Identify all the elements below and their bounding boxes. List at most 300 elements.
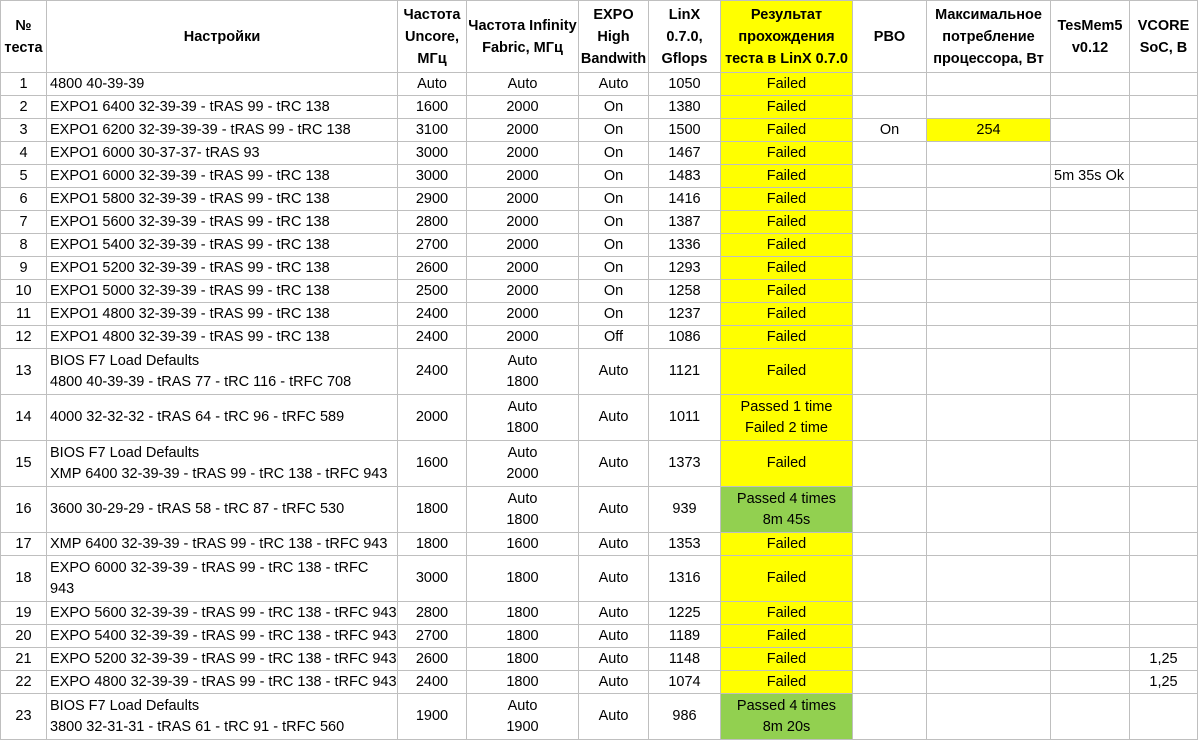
- cell-result-text: Failed: [766, 167, 807, 184]
- cell-tesmem: [1051, 142, 1130, 165]
- cell-settings: [47, 395, 398, 441]
- header-uncore: Частота Uncore, МГц: [398, 1, 467, 73]
- cell-linx: [649, 395, 721, 441]
- cell-uncore-text: 3000: [415, 570, 449, 586]
- cell-expo: [579, 303, 649, 326]
- cell-result-text: Failed: [766, 190, 807, 207]
- cell-power: [927, 119, 1051, 142]
- cell-fabric-text: 1800: [506, 604, 539, 621]
- cell-expo: [579, 441, 649, 487]
- cell-result: [721, 648, 853, 671]
- cell-power: [927, 625, 1051, 648]
- cell-num: [1, 280, 47, 303]
- cell-fabric: [467, 73, 579, 96]
- cell-expo-text: Auto: [598, 363, 629, 379]
- cell-fabric-text: 1800: [506, 373, 539, 390]
- cell-settings: [47, 211, 398, 234]
- cell-result: [721, 234, 853, 257]
- cell-settings-text: EXPO 5400 32-39-39 - tRAS 99 - tRC 138 - tRFC 943: [50, 627, 397, 644]
- cell-fabric-text: 2000: [506, 328, 539, 345]
- cell-power: [927, 441, 1051, 487]
- cell-uncore: [398, 165, 467, 188]
- cell-num: [1, 349, 47, 395]
- cell-power: [927, 326, 1051, 349]
- cell-linx: [649, 694, 721, 740]
- cell-uncore: [398, 73, 467, 96]
- cell-result: [721, 395, 853, 441]
- cell-expo: [579, 694, 649, 740]
- cell-pbo: [853, 694, 927, 740]
- cell-uncore: [398, 257, 467, 280]
- cell-settings: [47, 694, 398, 740]
- cell-result-text: 8m 20s: [762, 718, 811, 735]
- cell-power: [927, 188, 1051, 211]
- table-row: [1, 556, 1198, 602]
- cell-settings: [47, 73, 398, 96]
- cell-uncore-text: 2700: [415, 627, 449, 644]
- cell-power: [927, 533, 1051, 556]
- cell-linx-text: 986: [672, 708, 697, 724]
- header-result: Результат прохождения теста в LinX 0.7.0: [721, 1, 853, 73]
- cell-linx: [649, 165, 721, 188]
- cell-settings: [47, 234, 398, 257]
- cell-vcore: [1130, 188, 1198, 211]
- cell-linx: [649, 625, 721, 648]
- cell-expo-text: Auto: [598, 650, 629, 667]
- cell-linx-text: 1500: [668, 121, 701, 138]
- cell-uncore: [398, 280, 467, 303]
- cell-num-text: 11: [15, 305, 32, 322]
- cell-tesmem: [1051, 671, 1130, 694]
- cell-result-text: Failed: [766, 121, 807, 138]
- cell-fabric: [467, 487, 579, 533]
- cell-vcore: [1130, 119, 1198, 142]
- cell-expo-text: Auto: [598, 455, 629, 471]
- cell-uncore: [398, 349, 467, 395]
- cell-vcore: [1130, 326, 1198, 349]
- cell-uncore-text: 1800: [415, 501, 449, 517]
- cell-uncore-text: 2600: [415, 650, 449, 667]
- cell-result: [721, 73, 853, 96]
- cell-result-text: Passed 4 times: [736, 697, 837, 714]
- cell-uncore-text: 2500: [415, 282, 449, 299]
- cell-uncore-text: 3000: [415, 167, 449, 184]
- cell-uncore-text: 2600: [415, 259, 449, 276]
- cell-tesmem-text: 5m 35s Ok: [1054, 167, 1125, 184]
- table-row: [1, 303, 1198, 326]
- cell-linx-text: 1353: [668, 535, 701, 552]
- cell-linx: [649, 96, 721, 119]
- cell-num: [1, 625, 47, 648]
- table-row: [1, 211, 1198, 234]
- cell-num: [1, 556, 47, 602]
- cell-uncore: [398, 487, 467, 533]
- cell-num: [1, 73, 47, 96]
- cell-num-text: 19: [15, 604, 32, 621]
- cell-linx: [649, 119, 721, 142]
- cell-uncore-text: 2800: [415, 604, 449, 621]
- cell-power: [927, 349, 1051, 395]
- cell-fabric-text: Auto: [507, 697, 538, 714]
- cell-num-text: 16: [15, 501, 32, 517]
- cell-pbo: [853, 602, 927, 625]
- cell-settings: [47, 96, 398, 119]
- cell-linx-text: 1074: [668, 673, 701, 690]
- cell-result-text: Failed: [766, 328, 807, 345]
- cell-result-text: Failed: [766, 213, 807, 230]
- cell-uncore-text: 2900: [415, 190, 449, 207]
- cell-num-text: 22: [15, 673, 32, 690]
- cell-power-text: 254: [976, 121, 1001, 138]
- cell-expo: [579, 165, 649, 188]
- cell-settings-text: EXPO1 5200 32-39-39 - tRAS 99 - tRC 138: [50, 259, 330, 276]
- cell-fabric-text: Auto: [507, 444, 538, 461]
- cell-num: [1, 648, 47, 671]
- cell-linx-text: 1467: [668, 144, 701, 161]
- cell-expo-text: Auto: [598, 501, 629, 517]
- cell-uncore-text: 1600: [415, 455, 449, 471]
- cell-settings: [47, 188, 398, 211]
- cell-fabric-text: 2000: [506, 305, 539, 322]
- cell-pbo: [853, 326, 927, 349]
- cell-uncore-text: 2400: [415, 328, 449, 345]
- cell-result: [721, 326, 853, 349]
- cell-num: [1, 188, 47, 211]
- cell-fabric-text: 1800: [506, 570, 539, 586]
- cell-num: [1, 257, 47, 280]
- table-row: [1, 487, 1198, 533]
- cell-settings-text: EXPO1 4800 32-39-39 - tRAS 99 - tRC 138: [50, 305, 330, 322]
- cell-result: [721, 257, 853, 280]
- cell-tesmem: [1051, 395, 1130, 441]
- cell-num-text: 17: [15, 535, 32, 552]
- cell-pbo: [853, 165, 927, 188]
- table-row: [1, 694, 1198, 740]
- cell-vcore: [1130, 303, 1198, 326]
- cell-fabric-text: 2000: [506, 236, 539, 253]
- cell-settings-text: BIOS F7 Load Defaults: [50, 444, 200, 461]
- cell-vcore-text: 1,25: [1149, 673, 1178, 690]
- cell-linx: [649, 533, 721, 556]
- cell-expo-text: Auto: [598, 535, 629, 552]
- table-row: [1, 73, 1198, 96]
- cell-fabric-text: 1800: [506, 419, 539, 436]
- cell-settings-text: 4800 40-39-39: [50, 75, 145, 92]
- cell-settings-text: EXPO 6000 32-39-39 - tRAS 99 - tRC 138 - tRFC: [50, 559, 369, 576]
- cell-linx: [649, 441, 721, 487]
- cell-num: [1, 234, 47, 257]
- cell-fabric-text: Auto: [507, 398, 538, 415]
- cell-result-text: Failed: [766, 305, 807, 322]
- cell-settings-text: EXPO 5200 32-39-39 - tRAS 99 - tRC 138 - tRFC 943: [50, 650, 397, 667]
- cell-expo: [579, 211, 649, 234]
- cell-settings-text: EXPO1 5400 32-39-39 - tRAS 99 - tRC 138: [50, 236, 330, 253]
- cell-vcore: [1130, 349, 1198, 395]
- header-tesmem: TesMem5 v0.12: [1051, 1, 1130, 73]
- cell-fabric: [467, 625, 579, 648]
- cell-tesmem: [1051, 257, 1130, 280]
- cell-fabric-text: Auto: [507, 352, 538, 369]
- table-row: [1, 441, 1198, 487]
- cell-tesmem: [1051, 441, 1130, 487]
- cell-expo-text: On: [603, 236, 624, 253]
- table-row: [1, 119, 1198, 142]
- cell-linx-text: 1416: [668, 190, 701, 207]
- cell-power: [927, 487, 1051, 533]
- cell-pbo: [853, 349, 927, 395]
- cell-fabric: [467, 165, 579, 188]
- cell-num-text: 18: [15, 570, 32, 586]
- cell-linx-text: 1373: [668, 455, 701, 471]
- cell-num: [1, 142, 47, 165]
- cell-tesmem: [1051, 533, 1130, 556]
- cell-settings-text: BIOS F7 Load Defaults: [50, 352, 200, 369]
- cell-settings: [47, 625, 398, 648]
- cell-fabric: [467, 303, 579, 326]
- cell-linx: [649, 234, 721, 257]
- cell-expo: [579, 257, 649, 280]
- cell-fabric-text: 1800: [506, 673, 539, 690]
- cell-vcore: [1130, 487, 1198, 533]
- cell-expo-text: Off: [603, 328, 624, 345]
- cell-result: [721, 303, 853, 326]
- cell-tesmem: [1051, 303, 1130, 326]
- cell-fabric: [467, 441, 579, 487]
- table-row: [1, 234, 1198, 257]
- table-row: [1, 671, 1198, 694]
- cell-pbo: [853, 648, 927, 671]
- cell-uncore-text: 2400: [415, 363, 449, 379]
- cell-expo: [579, 326, 649, 349]
- cell-uncore-text: 1600: [415, 98, 449, 115]
- cell-fabric-text: 2000: [506, 465, 539, 482]
- cell-linx-text: 1148: [668, 650, 701, 667]
- cell-num-text: 23: [15, 708, 32, 724]
- cell-pbo: [853, 395, 927, 441]
- cell-num-text: 1: [19, 75, 28, 92]
- cell-result-text: Failed: [766, 259, 807, 276]
- cell-linx-text: 1316: [668, 570, 701, 586]
- cell-num: [1, 671, 47, 694]
- cell-result-text: Failed: [766, 650, 807, 667]
- cell-num-text: 8: [19, 236, 28, 253]
- cell-settings-text: 943: [50, 580, 75, 597]
- cell-settings: [47, 142, 398, 165]
- cell-fabric-text: 2000: [506, 282, 539, 299]
- cell-uncore: [398, 142, 467, 165]
- cell-uncore-text: 2400: [415, 673, 449, 690]
- cell-fabric-text: 2000: [506, 259, 539, 276]
- cell-num: [1, 211, 47, 234]
- cell-result: [721, 694, 853, 740]
- cell-uncore-text: 2800: [415, 213, 449, 230]
- cell-fabric-text: 2000: [506, 190, 539, 207]
- cell-uncore: [398, 96, 467, 119]
- cell-pbo-text: On: [879, 121, 900, 138]
- cell-linx-text: 1237: [668, 305, 701, 322]
- cell-fabric-text: 2000: [506, 144, 539, 161]
- cell-settings: [47, 441, 398, 487]
- cell-linx: [649, 142, 721, 165]
- cell-result-text: Failed: [766, 144, 807, 161]
- cell-uncore: [398, 234, 467, 257]
- cell-expo-text: Auto: [598, 75, 629, 92]
- cell-fabric: [467, 234, 579, 257]
- cell-uncore: [398, 671, 467, 694]
- cell-pbo: [853, 441, 927, 487]
- cell-pbo: [853, 234, 927, 257]
- cell-tesmem: [1051, 602, 1130, 625]
- cell-tesmem: [1051, 326, 1130, 349]
- cell-settings: [47, 165, 398, 188]
- cell-num: [1, 441, 47, 487]
- cell-fabric-text: Auto: [507, 75, 538, 92]
- cell-expo: [579, 556, 649, 602]
- cell-fabric-text: 2000: [506, 213, 539, 230]
- table-row: [1, 533, 1198, 556]
- cell-result: [721, 625, 853, 648]
- cell-result-text: Passed 1 time: [740, 398, 833, 415]
- cell-result-text: Failed: [766, 236, 807, 253]
- cell-power: [927, 694, 1051, 740]
- cell-vcore-text: 1,25: [1149, 650, 1178, 667]
- table-row: [1, 326, 1198, 349]
- cell-linx: [649, 487, 721, 533]
- cell-result: [721, 119, 853, 142]
- cell-expo: [579, 96, 649, 119]
- cell-result-text: Passed 4 times: [736, 490, 837, 507]
- cell-uncore: [398, 648, 467, 671]
- cell-settings-text: BIOS F7 Load Defaults: [50, 697, 200, 714]
- cell-uncore-text: 2400: [415, 305, 449, 322]
- cell-result: [721, 441, 853, 487]
- cell-expo-text: Auto: [598, 708, 629, 724]
- cell-uncore: [398, 119, 467, 142]
- cell-tesmem: [1051, 648, 1130, 671]
- cell-expo-text: Auto: [598, 627, 629, 644]
- cell-expo: [579, 395, 649, 441]
- cell-linx-text: 1121: [668, 363, 701, 379]
- cell-settings: [47, 326, 398, 349]
- cell-power: [927, 165, 1051, 188]
- cell-uncore: [398, 188, 467, 211]
- cell-expo: [579, 648, 649, 671]
- cell-power: [927, 671, 1051, 694]
- cell-fabric-text: Auto: [507, 490, 538, 507]
- cell-expo-text: On: [603, 259, 624, 276]
- cell-expo: [579, 671, 649, 694]
- cell-fabric-text: 1600: [506, 535, 539, 552]
- cell-result: [721, 602, 853, 625]
- cell-linx: [649, 326, 721, 349]
- table-body: [1, 73, 1198, 740]
- cell-expo: [579, 73, 649, 96]
- cell-fabric: [467, 349, 579, 395]
- cell-num-text: 2: [19, 98, 28, 115]
- cell-fabric: [467, 280, 579, 303]
- cell-uncore: [398, 303, 467, 326]
- cell-uncore: [398, 694, 467, 740]
- cell-fabric: [467, 188, 579, 211]
- cell-uncore: [398, 602, 467, 625]
- cell-settings: [47, 119, 398, 142]
- cell-settings: [47, 671, 398, 694]
- cell-expo: [579, 280, 649, 303]
- cell-result: [721, 487, 853, 533]
- cell-linx-text: 939: [672, 501, 697, 517]
- cell-result: [721, 349, 853, 395]
- cell-linx: [649, 211, 721, 234]
- cell-vcore: [1130, 671, 1198, 694]
- cell-linx: [649, 602, 721, 625]
- cell-vcore: [1130, 625, 1198, 648]
- cell-vcore: [1130, 73, 1198, 96]
- cell-expo: [579, 487, 649, 533]
- cell-linx: [649, 257, 721, 280]
- cell-linx: [649, 349, 721, 395]
- cell-expo: [579, 602, 649, 625]
- cell-expo-text: On: [603, 305, 624, 322]
- cell-fabric-text: 1900: [506, 718, 539, 735]
- cell-linx-text: 1086: [668, 328, 701, 345]
- table-row: [1, 280, 1198, 303]
- cell-tesmem: [1051, 625, 1130, 648]
- cell-num-text: 7: [19, 213, 28, 230]
- cell-result: [721, 671, 853, 694]
- cell-fabric: [467, 602, 579, 625]
- cell-fabric: [467, 648, 579, 671]
- cell-expo-text: On: [603, 98, 624, 115]
- table-row: [1, 625, 1198, 648]
- cell-expo-text: Auto: [598, 570, 629, 586]
- table-row: [1, 349, 1198, 395]
- cell-settings-text: EXPO1 5000 32-39-39 - tRAS 99 - tRC 138: [50, 282, 330, 299]
- cell-expo: [579, 533, 649, 556]
- cell-num-text: 12: [15, 328, 32, 345]
- cell-linx-text: 1225: [668, 604, 701, 621]
- cell-expo-text: On: [603, 121, 624, 138]
- cell-settings: [47, 648, 398, 671]
- cell-settings-text: EXPO1 6200 32-39-39-39 - tRAS 99 - tRC 138: [50, 121, 351, 138]
- cell-power: [927, 234, 1051, 257]
- cell-num-text: 10: [15, 282, 32, 299]
- cell-tesmem: [1051, 487, 1130, 533]
- cell-vcore: [1130, 556, 1198, 602]
- cell-settings: [47, 602, 398, 625]
- cell-fabric: [467, 211, 579, 234]
- cell-num-text: 21: [15, 650, 32, 667]
- cell-power: [927, 96, 1051, 119]
- cell-fabric: [467, 694, 579, 740]
- cell-uncore: [398, 625, 467, 648]
- cell-tesmem: [1051, 556, 1130, 602]
- cell-pbo: [853, 280, 927, 303]
- cell-result: [721, 188, 853, 211]
- cell-settings-text: 4800 40-39-39 - tRAS 77 - tRC 116 - tRFC 708: [50, 373, 352, 390]
- cell-num-text: 5: [19, 167, 28, 184]
- cell-expo-text: Auto: [598, 409, 629, 425]
- cell-vcore: [1130, 280, 1198, 303]
- cell-settings-text: XMP 6400 32-39-39 - tRAS 99 - tRC 138 - tRFC 943: [50, 535, 388, 552]
- table-row: [1, 188, 1198, 211]
- cell-linx: [649, 73, 721, 96]
- cell-num: [1, 602, 47, 625]
- cell-power: [927, 556, 1051, 602]
- cell-fabric: [467, 96, 579, 119]
- cell-num-text: 4: [19, 144, 28, 161]
- cell-uncore: [398, 395, 467, 441]
- cell-pbo: [853, 257, 927, 280]
